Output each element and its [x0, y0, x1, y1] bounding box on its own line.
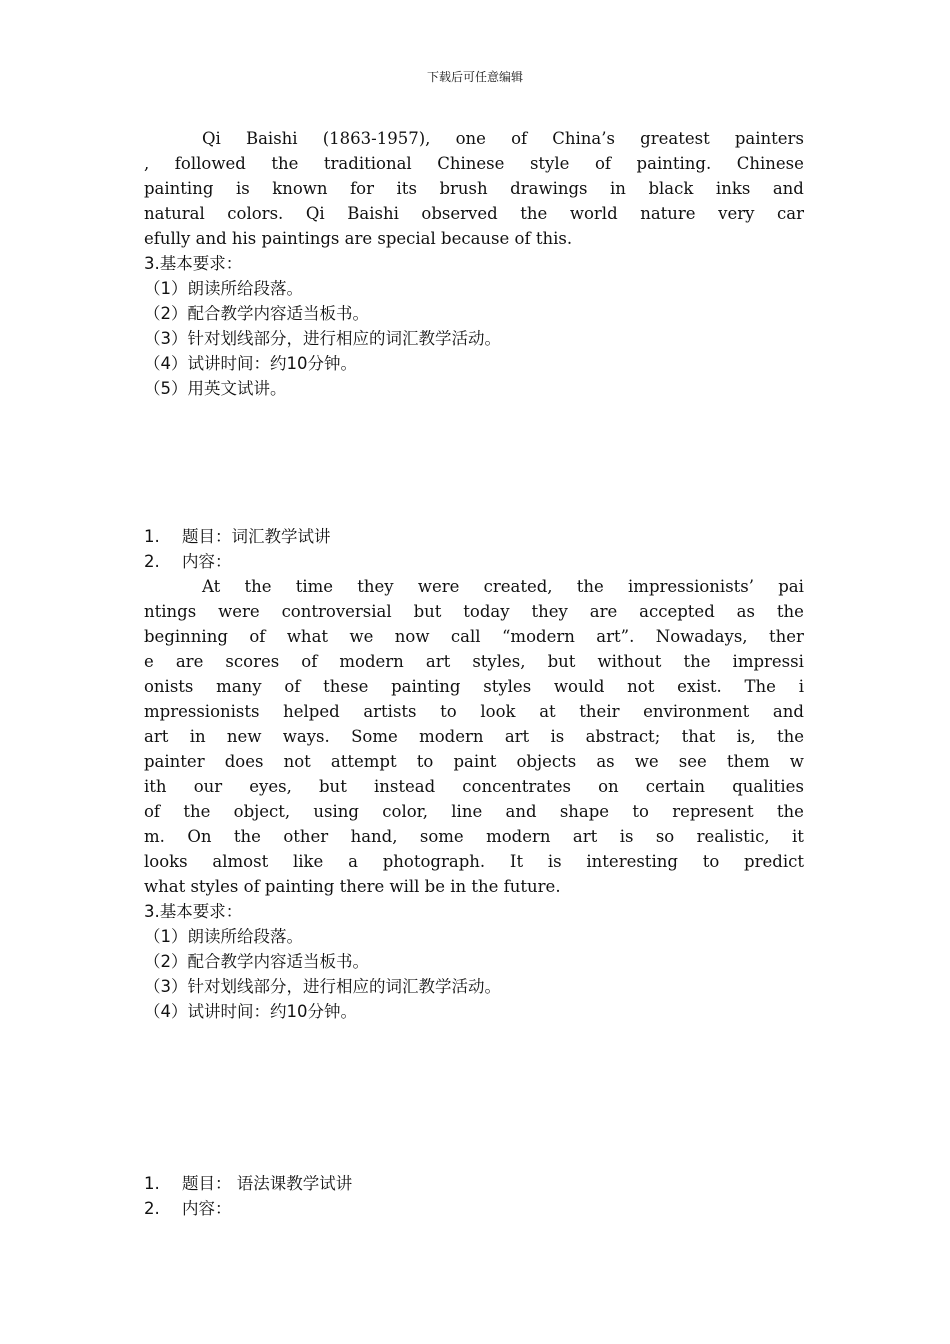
word: were [417, 577, 460, 596]
requirements-list [144, 276, 804, 401]
word: greatest [640, 129, 710, 148]
word: (1863-1957), [322, 129, 431, 148]
word: abstract; [585, 727, 661, 746]
word: impressi [732, 652, 804, 671]
word: Baishi [245, 129, 298, 148]
requirement-item: （1）朗读所给段落。 [144, 279, 303, 298]
requirements-list [144, 924, 804, 1024]
word: paint [453, 752, 497, 771]
word: environment [643, 702, 750, 721]
paragraph-line [144, 201, 804, 226]
word: for [350, 179, 374, 198]
word: photograph. [382, 852, 486, 871]
paragraph-impressionists [144, 574, 804, 899]
word: one [455, 129, 486, 148]
word: e [144, 652, 154, 671]
word: not [627, 677, 655, 696]
word: in [610, 179, 626, 198]
word: Qi [305, 204, 325, 223]
word: colors. [227, 204, 284, 223]
paragraph-line [144, 624, 804, 649]
paragraph-line [144, 126, 804, 151]
word: the [776, 802, 804, 821]
word: very [718, 204, 755, 223]
requirements-title: 3.基本要求： [144, 902, 243, 921]
word: color, [382, 802, 428, 821]
word: that [681, 727, 716, 746]
word: them [726, 752, 770, 771]
word: what [286, 627, 329, 646]
word: but [547, 652, 576, 671]
word: and [772, 179, 804, 198]
requirement-item: （3）针对划线部分，进行相应的词汇教学活动。 [144, 977, 501, 996]
word: and [772, 702, 804, 721]
word: almost [212, 852, 269, 871]
word: represent [672, 802, 754, 821]
word: inks [715, 179, 751, 198]
content-label: 内容： [182, 1199, 232, 1218]
word: brush [439, 179, 488, 198]
word: shape [559, 802, 610, 821]
word: artists [363, 702, 417, 721]
word: predict [744, 852, 804, 871]
requirement-item: （3）针对划线部分，进行相应的词汇教学活动。 [144, 329, 501, 348]
requirement-item: （4）试讲时间：约10分钟。 [144, 1002, 357, 1021]
word: ways. [282, 727, 330, 746]
word: it [791, 827, 804, 846]
word: certain [645, 777, 706, 796]
word: now [394, 627, 430, 646]
paragraph-line [144, 824, 804, 849]
word: is [619, 827, 634, 846]
content-heading [144, 1196, 804, 1221]
word: known [272, 179, 328, 198]
word: to [632, 802, 649, 821]
word: controversial [281, 602, 392, 621]
word: Qi [202, 129, 221, 148]
word: art [144, 727, 169, 746]
word: objects [516, 752, 577, 771]
paragraph-line [144, 574, 804, 599]
word: i [798, 677, 804, 696]
word: On [187, 827, 212, 846]
paragraph-line [144, 699, 804, 724]
word: many [216, 677, 262, 696]
word: car [777, 204, 804, 223]
word: modern [339, 652, 404, 671]
word: the [520, 204, 548, 223]
paragraph-line-last: what styles of painting there will be in the future. [144, 877, 561, 896]
word: concentrates [462, 777, 571, 796]
word: nature [640, 204, 696, 223]
paragraph-line [144, 176, 804, 201]
word: of [144, 802, 161, 821]
paragraph-line [144, 774, 804, 799]
word: painters [734, 129, 804, 148]
word: these [323, 677, 369, 696]
requirement-item: （5）用英文试讲。 [144, 379, 287, 398]
word: styles, [472, 652, 526, 671]
word: art [504, 727, 530, 746]
word: does [224, 752, 264, 771]
word: but [319, 777, 347, 796]
requirement-item: （2）配合教学内容适当板书。 [144, 304, 369, 323]
paragraph-line [144, 849, 804, 874]
paragraph-qi-baishi [144, 126, 804, 251]
word: of [301, 652, 318, 671]
word: a [348, 852, 358, 871]
word: beginning [144, 627, 228, 646]
topic-heading [144, 1171, 804, 1196]
word: of [249, 627, 266, 646]
word: pai [778, 577, 804, 596]
word: followed [174, 154, 246, 173]
word: Nowadays, [655, 627, 748, 646]
word: ith [144, 777, 167, 796]
word: w [789, 752, 804, 771]
word: painting. [636, 154, 712, 173]
word: The [744, 677, 776, 696]
word: call [450, 627, 481, 646]
word: on [598, 777, 619, 796]
word: but [413, 602, 442, 621]
word: Some [351, 727, 398, 746]
word: time [295, 577, 334, 596]
word: , [144, 154, 150, 173]
word: is [550, 727, 565, 746]
word: and [505, 802, 537, 821]
word: At [202, 577, 221, 596]
word: painter [144, 752, 205, 771]
word: to [440, 702, 457, 721]
word: today [463, 602, 510, 621]
word: like [292, 852, 324, 871]
word: the [233, 827, 261, 846]
paragraph-line-last: efully and his paintings are special because of this. [144, 229, 573, 248]
word: as [596, 752, 615, 771]
word: its [396, 179, 417, 198]
word: instead [373, 777, 436, 796]
word: the [776, 727, 804, 746]
word: black [648, 179, 694, 198]
word: object, [233, 802, 291, 821]
word: realistic, [696, 827, 770, 846]
word: onists [144, 677, 194, 696]
word: new [226, 727, 262, 746]
paragraph-line [144, 674, 804, 699]
word: not [283, 752, 311, 771]
word: It [509, 852, 524, 871]
word: the [244, 577, 272, 596]
requirement-item: （1）朗读所给段落。 [144, 927, 303, 946]
word: Chinese [736, 154, 804, 173]
requirements-title: 3.基本要求： [144, 254, 243, 273]
word: are [175, 652, 204, 671]
section-1 [144, 126, 804, 401]
word: in [189, 727, 206, 746]
word: accepted [639, 602, 715, 621]
word: the [183, 802, 211, 821]
word: we [349, 627, 374, 646]
requirement-item: （4）试讲时间：约10分钟。 [144, 354, 357, 373]
word: without [597, 652, 662, 671]
word: observed [421, 204, 498, 223]
word: other [283, 827, 329, 846]
word: style [529, 154, 570, 173]
topic-title: 题目：词汇教学试讲 [182, 527, 331, 546]
word: China’s [552, 129, 615, 148]
content-heading [144, 549, 804, 574]
word: impressionists’ [628, 577, 755, 596]
word: are [589, 602, 618, 621]
word: is, [736, 727, 756, 746]
topic-title: 题目： 语法课教学试讲 [182, 1174, 353, 1193]
word: the [683, 652, 711, 671]
word: art [425, 652, 451, 671]
word: modern [419, 727, 484, 746]
word: drawings [510, 179, 588, 198]
word: “modern [502, 627, 575, 646]
word: is [235, 179, 250, 198]
requirement-item: （2）配合教学内容适当板书。 [144, 952, 369, 971]
word: natural [144, 204, 205, 223]
word: line [451, 802, 483, 821]
word: scores [225, 652, 280, 671]
word: traditional [323, 154, 412, 173]
word: to [702, 852, 720, 871]
word: their [579, 702, 620, 721]
word: of [284, 677, 301, 696]
word: Chinese [437, 154, 505, 173]
word: would [553, 677, 605, 696]
word: ther [768, 627, 804, 646]
item-number: 1. [144, 1174, 160, 1193]
paragraph-line [144, 649, 804, 674]
word: modern [486, 827, 551, 846]
topic-heading [144, 524, 804, 549]
paragraph-line [144, 151, 804, 176]
item-number: 2. [144, 1199, 160, 1218]
word: of [594, 154, 611, 173]
word: eyes, [249, 777, 292, 796]
word: exist. [677, 677, 722, 696]
word: painting [144, 179, 214, 198]
word: looks [144, 852, 188, 871]
word: Baishi [347, 204, 399, 223]
word: of [511, 129, 528, 148]
word: were [218, 602, 260, 621]
word: created, [483, 577, 553, 596]
word: styles [483, 677, 532, 696]
word: we [634, 752, 659, 771]
word: they [357, 577, 394, 596]
word: art [572, 827, 598, 846]
paragraph-line [144, 599, 804, 624]
word: they [531, 602, 568, 621]
word: using [313, 802, 359, 821]
paragraph-line [144, 724, 804, 749]
word: art”. [596, 627, 635, 646]
word: so [655, 827, 675, 846]
page-header: 下载后可任意编辑 [426, 70, 523, 84]
word: the [776, 602, 804, 621]
word: as [736, 602, 755, 621]
content-label: 内容： [182, 552, 232, 571]
word: the [271, 154, 299, 173]
section-2 [144, 524, 804, 1024]
item-number: 1. [144, 527, 160, 546]
word: hand, [350, 827, 398, 846]
paragraph-line [144, 799, 804, 824]
word: world [569, 204, 618, 223]
word: see [678, 752, 707, 771]
word: attempt [330, 752, 397, 771]
word: m. [144, 827, 165, 846]
word: our [193, 777, 223, 796]
word: some [419, 827, 464, 846]
word: mpressionists [144, 702, 260, 721]
word: ntings [144, 602, 197, 621]
word: interesting [586, 852, 678, 871]
word: to [416, 752, 434, 771]
item-number: 2. [144, 552, 160, 571]
paragraph-line [144, 749, 804, 774]
word: painting [391, 677, 461, 696]
word: the [576, 577, 604, 596]
word: qualities [732, 777, 804, 796]
word: is [547, 852, 562, 871]
word: look [480, 702, 516, 721]
word: helped [283, 702, 340, 721]
section-3 [144, 1171, 804, 1221]
word: at [539, 702, 556, 721]
